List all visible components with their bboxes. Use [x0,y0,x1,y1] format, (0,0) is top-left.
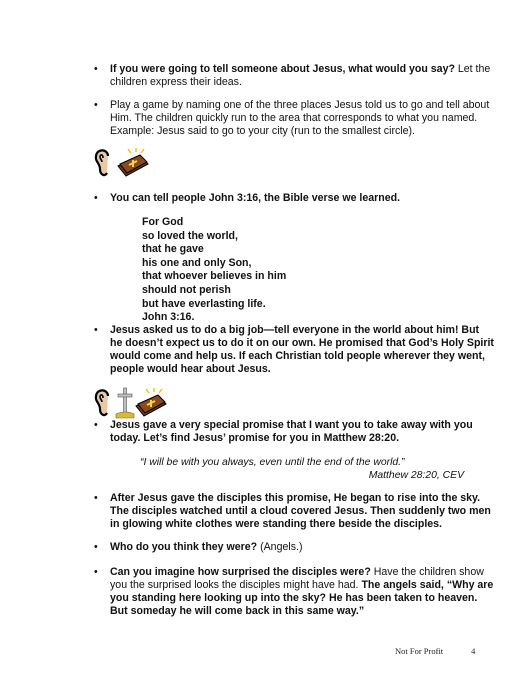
cross-icon [114,386,136,420]
document-page: • If you were going to tell someone about Jesus, what would you say? Let the children express their ideas. • Play a game by naming one of the three places Jesus told us to go and tell about Him. The children quickly run to the area that corresponds to what you named. Example: Jesus said to go to your city (run to the smallest circle). • You can tell people John 3:16, the Bible verse we learned. For God so loved the world, that he gave his one and only Son, that whoever believes in him should not perish but have everlasting life. John 3:16. • Jesus asked us to do a big job—tell everyone in the world about him! But he doesn’t expect us to do it on our own. He promised that God’s Holy Spirit would come and help us. If each Christian told people wherever they went, people would hear about Jesus. • Jesus gave a very special promise that I want you to take away with you today. Let’s find Jesus’ promise for you in Matthew 28:20. “I will be with you always, even until the end of the world.” Matthew 28:20, CEV • After Jesus gave the disciples this promise, He began to rise into the sky. The disciples watched until a cloud covered Jesus. Then suddenly two men in glowing white clothes were standing there beside the disciples. • Who do you think they were? (Angels.) • Can you imagine how surprised the disciples were? Have the children show you the surprised looks the disciples might have had. The angels said, “Why are you standing here looking up into the sky? He has been taken to heaven. But someday he will come back in this same way.” Not For Profit 4 [0,0,532,688]
bible-verse: For God so loved the world, that he gave his one and only Son, that whoever believes in him should not perish but have everlasting life. John 3:16. [142,216,287,324]
bible-icon [116,146,150,180]
footer-label: Not For Profit [395,646,444,656]
ear-icon [92,146,114,180]
scripture-quote: “I will be with you always, even until the end of the world.” Matthew 28:20, CEV [140,457,464,481]
bible-icon [134,386,168,420]
ear-icon [92,386,114,420]
page-footer [395,646,503,656]
page-number: 4 [471,646,476,656]
